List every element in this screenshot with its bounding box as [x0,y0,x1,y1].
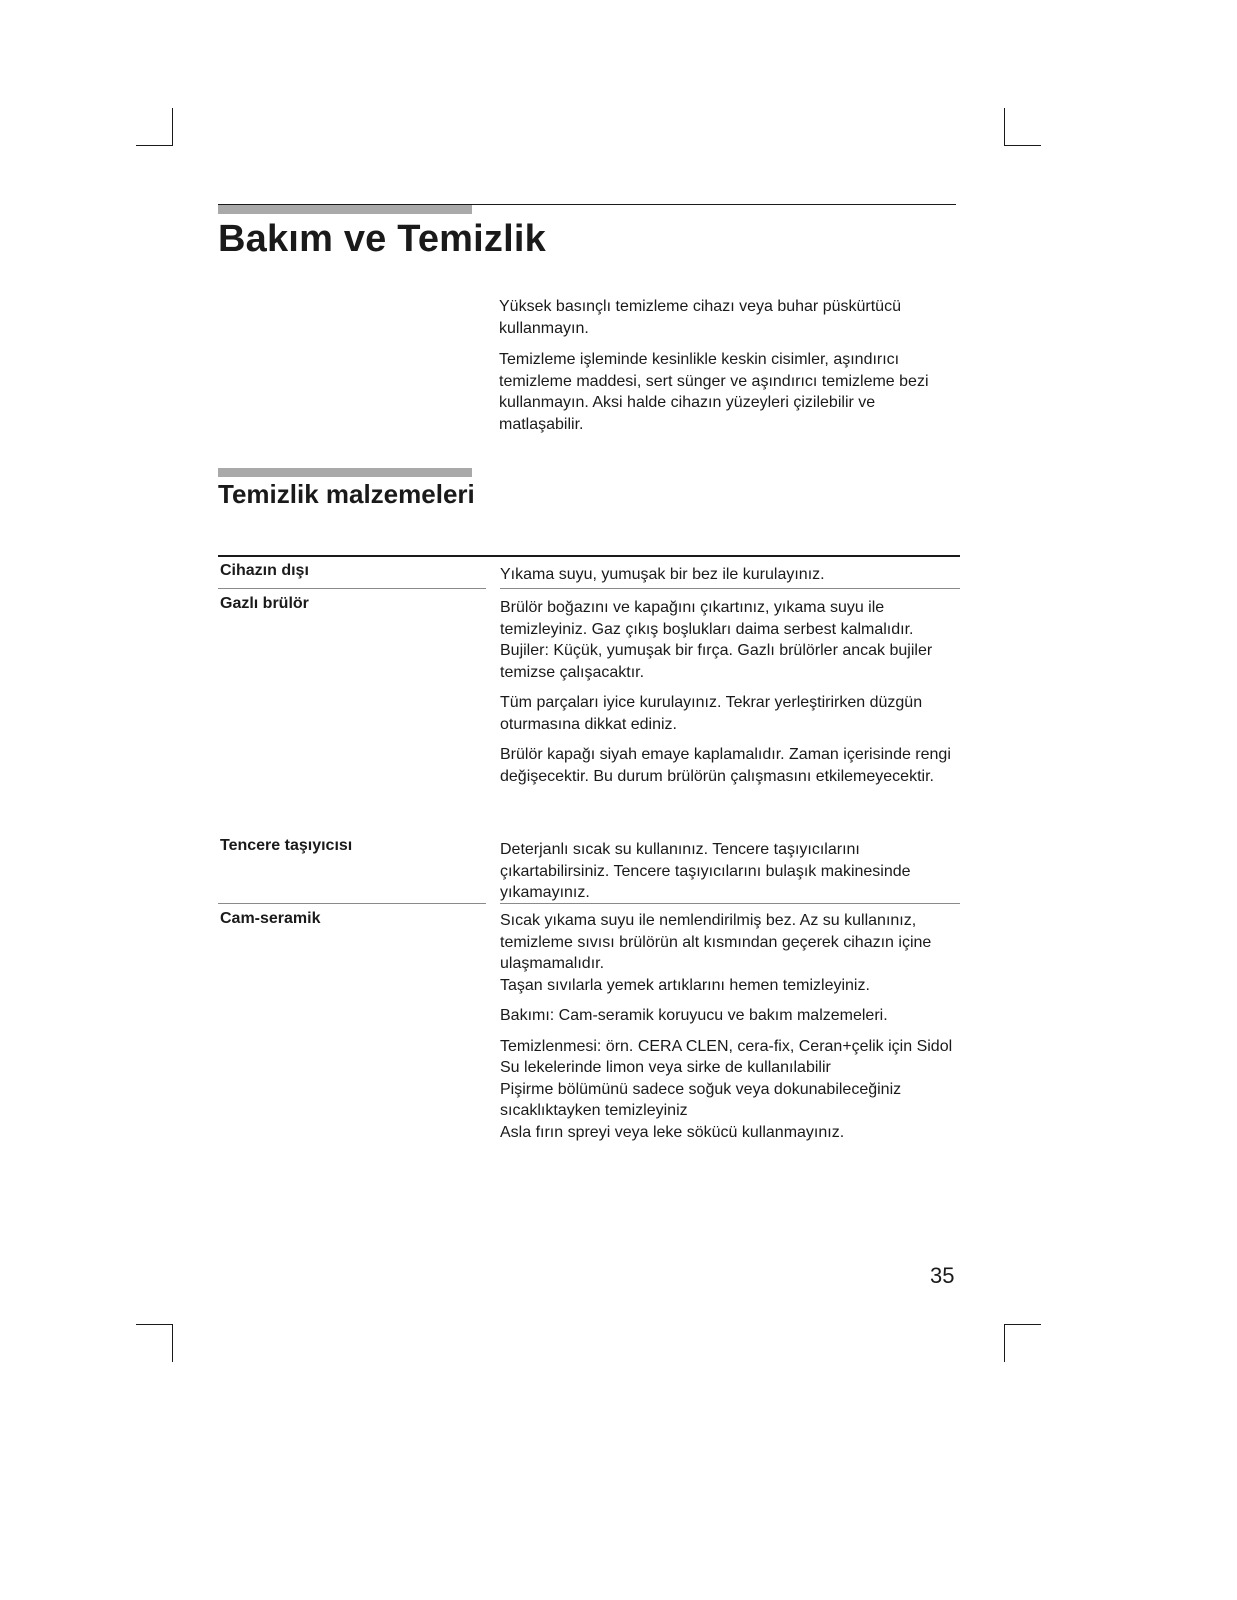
row-text: Bujiler: Küçük, yumuşak bir fırça. Gazlı brülörler ancak bujiler temizse çalışacaktır. [500,642,933,681]
row-label: Gazlı brülör [220,595,309,612]
row-text: Temizlenmesi: örn. CERA CLEN, cera-fix, Ceran+çelik için Sidol [500,1037,953,1055]
row-text: Bakımı: Cam-seramik koruyucu ve bakım malzemeleri. [500,1007,888,1024]
row-paragraph [500,597,960,683]
row-separator [218,588,486,589]
page-title: Bakım ve Temizlik [218,218,546,260]
row-paragraph [500,1005,960,1027]
crop-mark-bottom-left-h [136,1324,173,1325]
intro-paragraph: Temizleme işleminde kesinlikle keskin cisimler, aşındırıcı temizleme maddesi, sert sünger ve aşındırıcı temizleme bezi kullanmayın. Aksi halde cihazın yüzeyleri çizilebilir ve matlaşabilir. [499,351,929,433]
table-top-rule [218,555,960,557]
row-paragraph [500,839,960,904]
row-text: Pişirme bölümünü sadece soğuk veya dokunabileceğiniz sıcaklıktayken temizleyiniz [500,1080,902,1119]
row-text: Asla fırın spreyi veya leke sökücü kullanmayınız. [500,1123,845,1141]
row-content [500,910,960,1152]
crop-mark-top-right-h [1004,145,1041,146]
row-text: Brülör kapağı siyah emaye kaplamalıdır. Zaman içerisinde rengi değişecektir. Bu durum brülörün çalışmasını etkilemeyecektir. [500,746,951,785]
row-text: Deterjanlı sıcak su kullanınız. Tencere taşıyıcılarını çıkartabilirsiniz. Tencere taşıyıcılarını bulaşık makinesinde yıkamayınız. [500,841,911,901]
crop-mark-top-right-v [1004,108,1005,146]
row-text: Brülör boğazını ve kapağını çıkartınız, yıkama suyu ile temizleyiniz. Gaz çıkış boşlukları daima serbest kalmalıdır. [500,599,914,638]
section-title: Temizlik malzemeleri [218,479,475,509]
row-content [500,564,960,595]
crop-mark-bottom-right-v [1004,1324,1005,1362]
crop-mark-bottom-right-h [1004,1324,1041,1325]
section-accent-bar [218,468,472,477]
row-label: Tencere taşıyıcısı [220,837,353,854]
intro-text [499,296,959,445]
header-accent-bar [218,205,472,214]
page-number: 35 [930,1263,955,1288]
row-separator [500,588,960,589]
row-text: Tüm parçaları iyice kurulayınız. Tekrar yerleştirirken düzgün oturmasına dikkat ediniz. [500,694,923,733]
row-text: Yıkama suyu, yumuşak bir bez ile kurulayınız. [500,566,825,583]
row-text: Sıcak yıkama suyu ile nemlendirilmiş bez. Az su kullanınız, temizleme sıvısı brülörün alt kısmından geçerek cihazın içine ulaşmamalıdır. [500,912,932,972]
row-paragraph [500,910,960,996]
row-text: Su lekelerinde limon veya sirke de kullanılabilir [500,1059,831,1076]
crop-mark-top-left-h [136,145,173,146]
row-text: Taşan sıvılarla yemek artıklarını hemen temizleyiniz. [500,976,870,994]
row-separator [218,903,486,904]
row-content [500,839,960,913]
row-label: Cihazın dışı [220,562,309,579]
intro-paragraph: Yüksek basınçlı temizleme cihazı veya buhar püskürtücü kullanmayın. [499,298,901,337]
row-paragraph [500,1036,960,1144]
row-label: Cam-seramik [220,910,321,927]
crop-mark-bottom-left-v [172,1324,173,1362]
row-separator [500,903,960,904]
row-content [500,597,960,796]
row-paragraph [500,564,960,586]
row-paragraph [500,744,960,787]
row-paragraph [500,692,960,735]
crop-mark-top-left-v [172,108,173,146]
